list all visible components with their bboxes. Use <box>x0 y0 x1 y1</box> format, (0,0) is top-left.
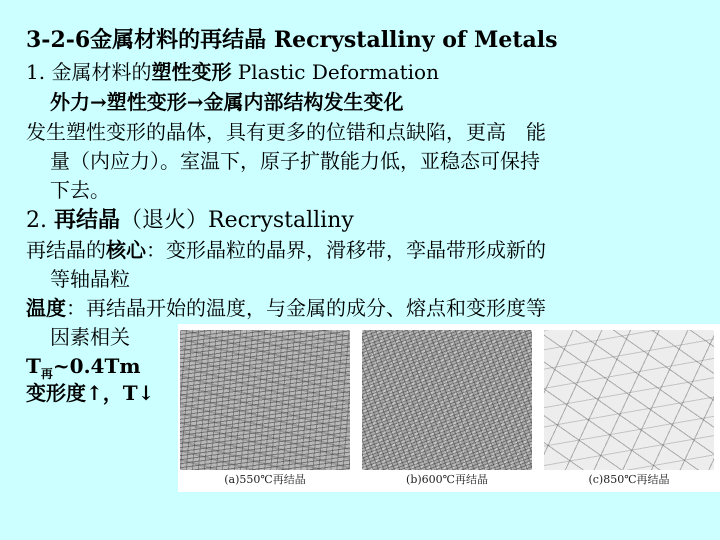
temp-bold: 温度 <box>26 296 66 320</box>
section1-paragraph-line-3: 下去。 <box>50 178 110 202</box>
deformation-line: 变形度↑，T↓ <box>26 381 155 405</box>
formula-sub: 再 <box>40 367 53 381</box>
section1-flow: 外力→塑性变形→金属内部结构发生变化 <box>50 90 404 114</box>
section1-english: Plastic Deformation <box>231 60 439 84</box>
formula-rest: ~0.4Tm <box>52 354 141 378</box>
micrograph-600 <box>362 330 532 470</box>
section1-bold-term: 塑性变形 <box>151 60 232 84</box>
caption-600: (b)600℃再结晶 <box>406 473 488 486</box>
micrograph-850 <box>544 330 714 470</box>
core-line-1 <box>26 236 546 264</box>
temp-line-2: 因素相关 <box>50 325 130 349</box>
section2-number: 2. <box>26 208 54 233</box>
slide-title: 3-2-6金属材料的再结晶 Recrystalliny of Metals <box>26 27 558 53</box>
temp-line-1 <box>26 294 546 322</box>
core-line-2: 等轴晶粒 <box>50 267 130 291</box>
micrograph-figure <box>178 324 720 492</box>
section2-bold-term: 再结晶 <box>53 207 120 233</box>
section1-heading <box>26 58 439 86</box>
section1-paragraph-line-2: 量（内应力）。室温下，原子扩散能力低，亚稳态可保持 <box>50 149 540 173</box>
core-bold: 核心 <box>106 238 146 262</box>
formula-T: T <box>26 354 41 378</box>
core-text-1: ：变形晶粒的晶界，滑移带，孪晶带形成新的 <box>146 238 546 262</box>
caption-850: (c)850℃再结晶 <box>588 473 670 486</box>
section2-heading <box>26 206 354 235</box>
temp-text-1: ：再结晶开始的温度，与金属的成分、熔点和变形度等 <box>66 296 546 320</box>
section1-prefix: 1. 金属材料的 <box>26 60 152 84</box>
section2-english: Recrystalliny <box>208 208 354 233</box>
section1-paragraph-line-1: 发生塑性变形的晶体，具有更多的位错和点缺陷，更高 能 <box>26 120 546 144</box>
core-label: 再结晶的 <box>26 238 106 262</box>
micrograph-550 <box>180 330 350 470</box>
caption-550: (a)550℃再结晶 <box>224 473 306 486</box>
section2-paren: （退火） <box>120 208 209 233</box>
